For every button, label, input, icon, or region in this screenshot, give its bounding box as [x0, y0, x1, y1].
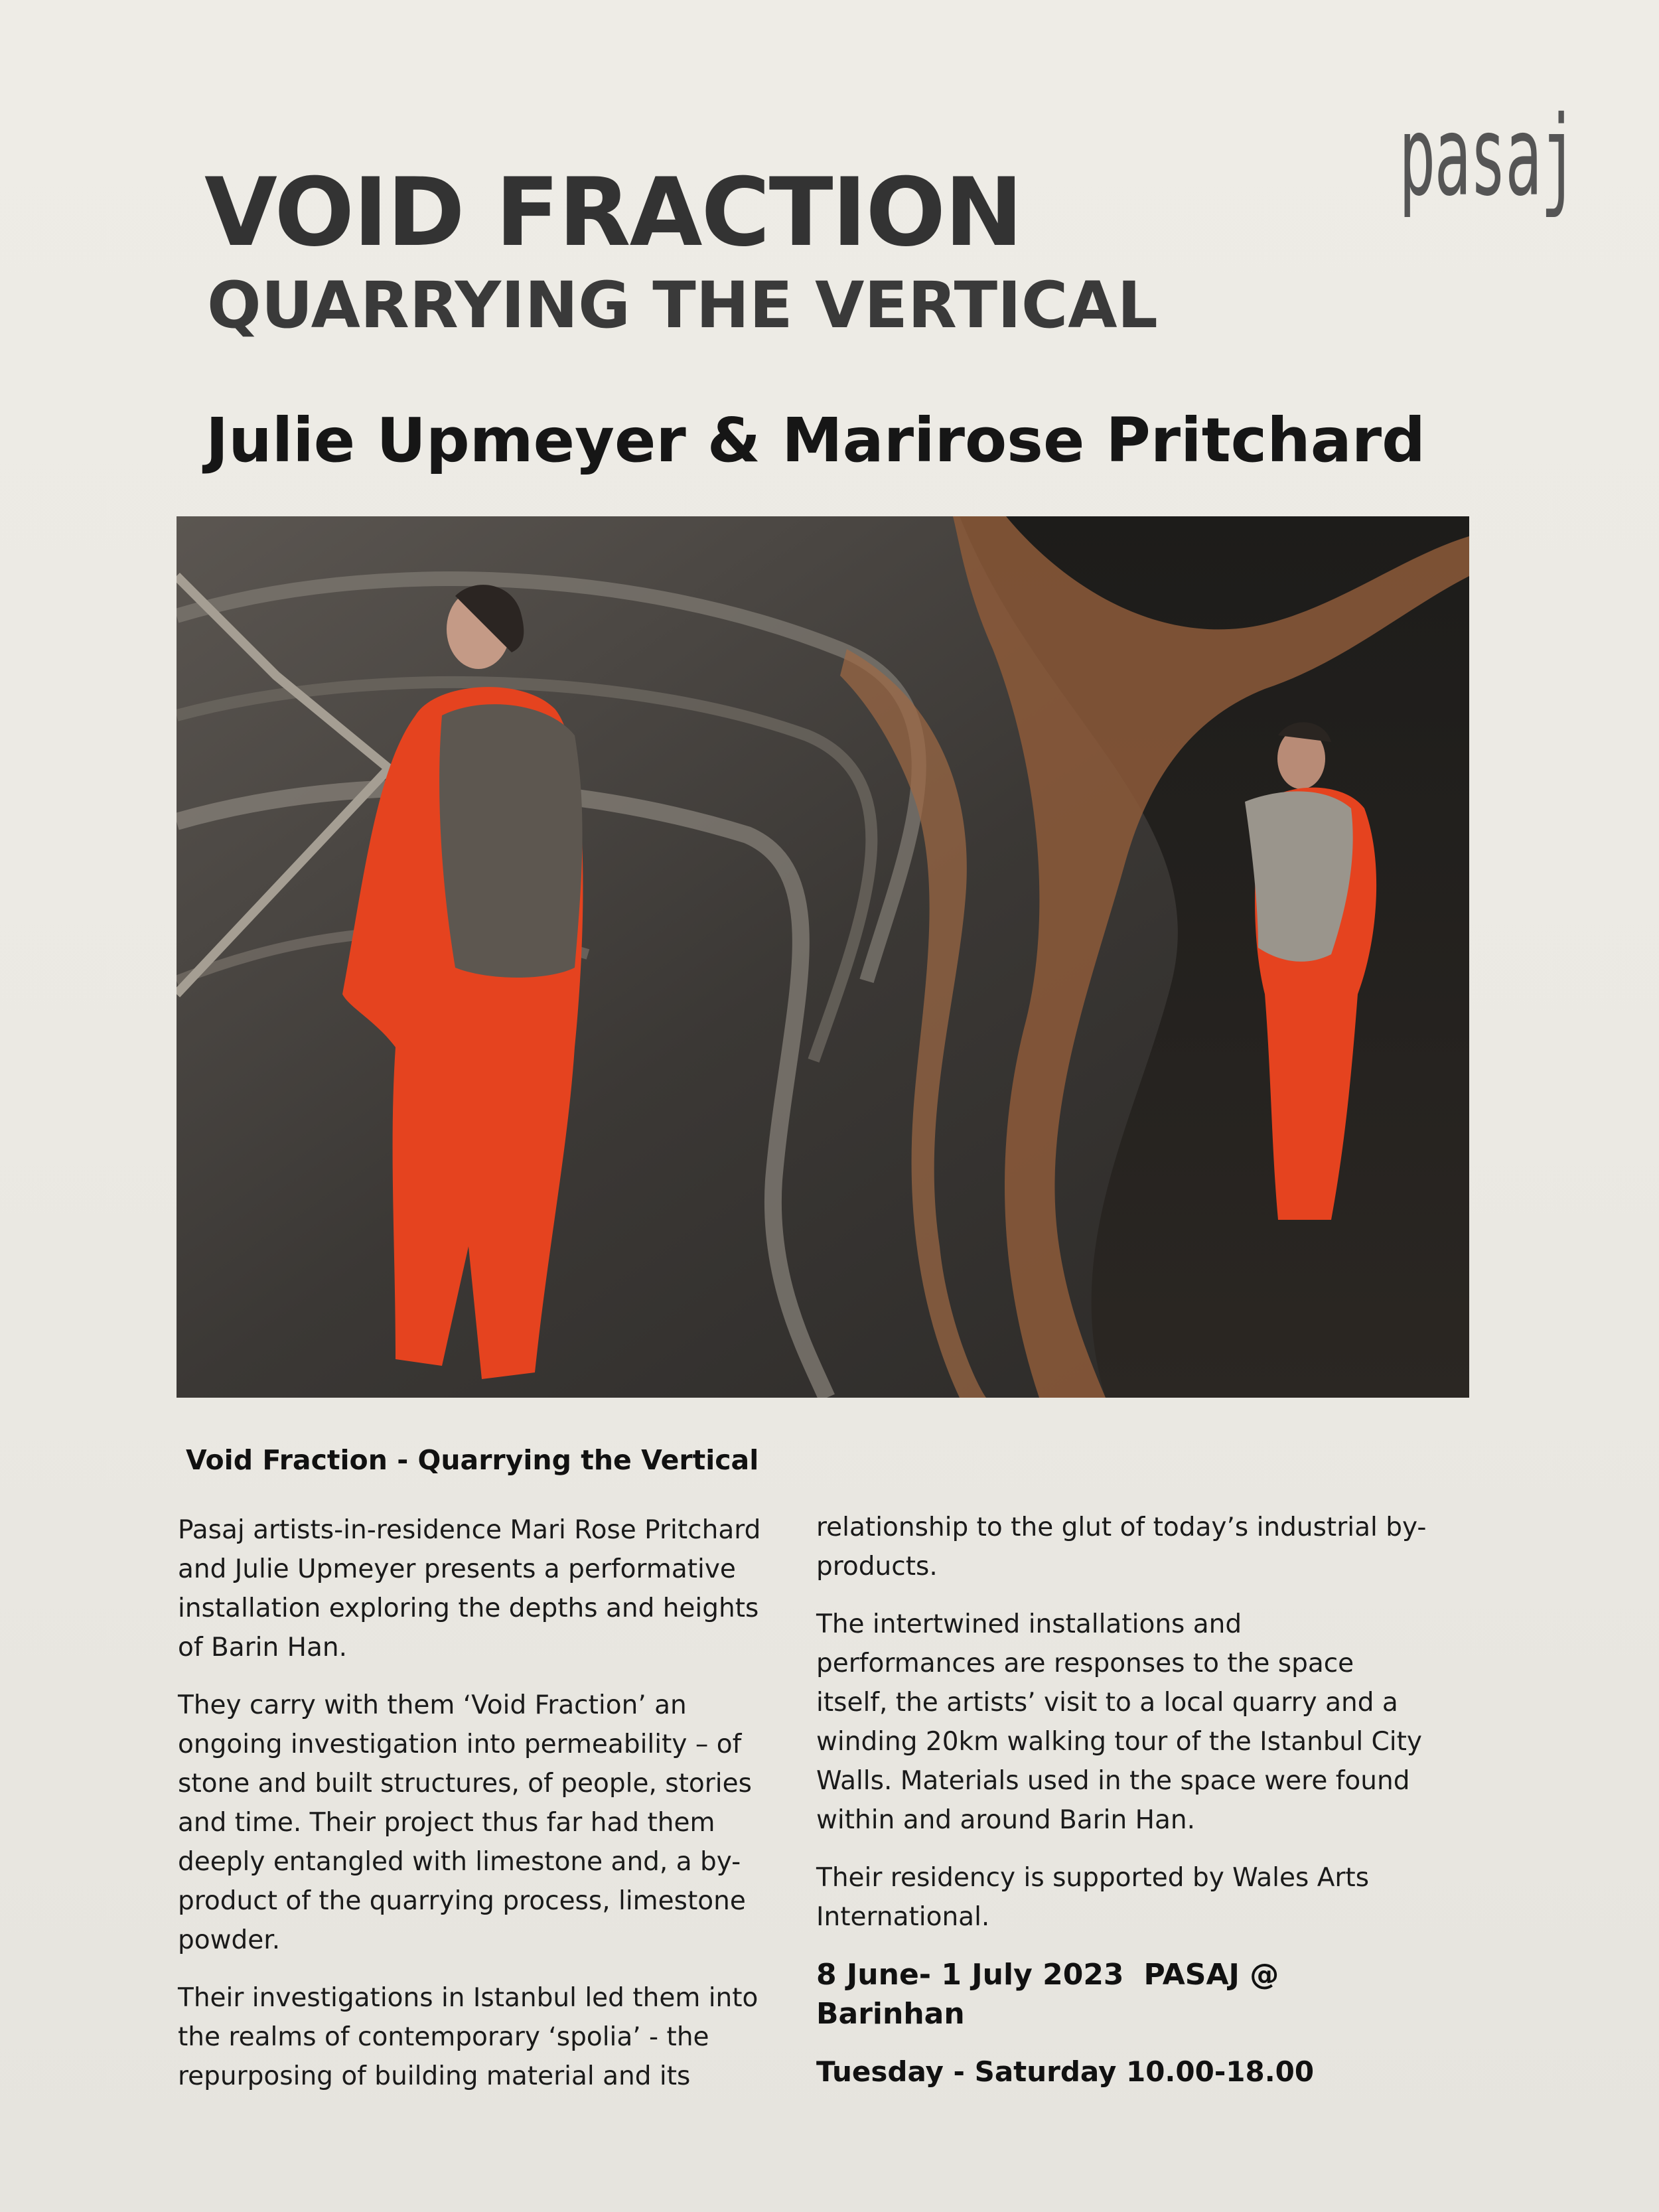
body-paragraph: They carry with them ‘Void Fraction’ an ongoing investigation into permeability – of stone and built structures, of people, stories and time. Their project thus far had them deeply entangled with limestone and, a by-product of the quarrying process, limestone powder. [178, 1690, 752, 1955]
body-paragraph: relationship to the glut of today’s industrial by-products. [816, 1512, 1427, 1582]
pasaj-logo: pasaj [1399, 92, 1576, 221]
event-dates: 8 June- 1 July 2023 [816, 1958, 1124, 1992]
event-dates-line [816, 1955, 1427, 2033]
opening-hours: Tuesday - Saturday 10.00-18.00 [816, 2055, 1315, 2088]
body-paragraph: Their residency is supported by Wales Arts International. [816, 1863, 1370, 1932]
quarry-performance-photo [177, 516, 1469, 1398]
page-title: VOID FRACTION [204, 158, 1022, 267]
event-venue: PASAJ @ Barinhan [816, 1958, 1279, 2031]
body-column-left [178, 1511, 775, 2114]
photo-illustration [177, 516, 1469, 1398]
photo-caption: Void Fraction - Quarrying the Vertical [186, 1444, 759, 1476]
body-column-right [816, 1508, 1427, 2110]
body-paragraph: The intertwined installations and performances are responses to the space itself, the artists’ visit to a local quarry and a winding 20km walking tour of the Istanbul City Walls. Materials used in the space were found within and around Barin Han. [816, 1609, 1422, 1835]
body-paragraph: Their investigations in Istanbul led them into the realms of contemporary ‘spolia’ - the repurposing of building material and its [178, 1983, 758, 2091]
body-paragraph: Pasaj artists-in-residence Mari Rose Pritchard and Julie Upmeyer presents a performative installation exploring the depths and heights of Barin Han. [178, 1515, 761, 1662]
artists-heading: Julie Upmeyer & Marirose Pritchard [206, 405, 1426, 476]
page-subtitle: QUARRYING THE VERTICAL [207, 268, 1158, 342]
